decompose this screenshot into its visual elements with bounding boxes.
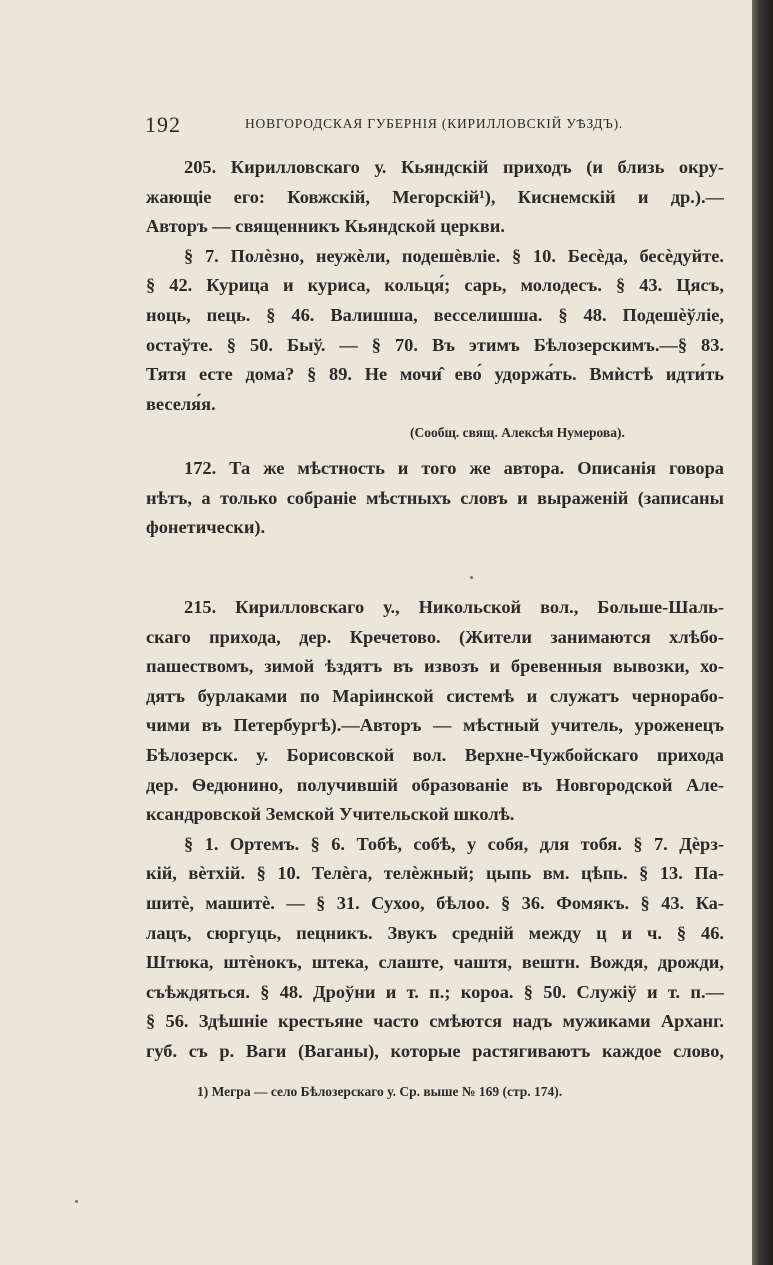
text-line: § 7. Полѐзно, неужѐли, подешѐвліе. § 10. Бесѐда, бесѐдуйте. xyxy=(184,245,724,266)
text-line: 205. Кирилловскаго у. Кьяндскій приходъ (и близь окру- xyxy=(184,157,724,177)
text-line: дятъ бурлаками по Маріинской системѣ и служатъ чернорабо- xyxy=(146,685,724,706)
entry-215 xyxy=(146,593,724,1067)
footnote: 1) Мегра — село Бѣлозерскаго у. Ср. выше № 169 (стр. 174). xyxy=(197,1084,563,1099)
entry-205 xyxy=(146,153,724,419)
text-line: Штюка, штѐнокъ, штека, слаште, чаштя, вештн. Вождя, дрожди, xyxy=(146,952,724,973)
text-line: кій, вѐтхій. § 10. Телѐга, телѐжный; цыпь вм. цѣпь. § 13. Па- xyxy=(146,863,724,884)
text-line: съѣждяться. § 48. Дроўни и т. п.; короа. § 50. Служіў и т. п.— xyxy=(146,981,724,1002)
text-line: § 56. Здѣшніе крестьяне часто смѣются надъ мужиками Арханг. xyxy=(146,1011,724,1032)
text-line: Бѣлозерск. у. Борисовской вол. Верхне-Чужбойскаго прихода xyxy=(146,744,724,765)
entry-172 xyxy=(146,454,724,543)
text-line: скаго прихода, дер. Кречетово. (Жители занимаются хлѣбо- xyxy=(146,626,724,647)
text-line: фонетически). xyxy=(146,517,266,538)
text-line: Тятя есте дома? § 89. Не мочи̂ ево́ удоржа́ть. Вмѝстѣ идти́ть xyxy=(146,364,724,385)
page-number: 192 xyxy=(145,112,181,137)
text-line: чими въ Петербургѣ).—Авторъ — мѣстный учитель, уроженецъ xyxy=(146,715,724,736)
text-line: нѣтъ, а только собраніе мѣстныхъ словъ и выраженій (записаны xyxy=(146,487,724,508)
paper-speck xyxy=(75,1200,78,1203)
source-attribution: (Сообщ. свящ. Алексѣя Нумерова). xyxy=(410,425,625,440)
running-head: НОВГОРОДСКАЯ ГУБЕРНІЯ (КИРИЛЛОВСКІЙ УѢЗДЪ). xyxy=(245,116,624,131)
page-edge-shadow xyxy=(752,0,773,1265)
paper-speck xyxy=(470,576,473,579)
text-line: остаўте. § 50. Быў. — § 70. Въ этимъ Бѣлозерскимъ.—§ 83. xyxy=(146,334,724,355)
text-line: жающіе его: Ковжскій, Мегорскій¹), Киснемскій и др.).— xyxy=(146,186,724,207)
text-line: § 1. Ортемъ. § 6. Тобѣ, собѣ, у собя, для тобя. § 7. Дѐрз- xyxy=(184,833,724,854)
text-line: ноць, пець. § 46. Валишша, весселишша. § 48. Подешѐўліе, xyxy=(146,304,724,325)
text-line: 215. Кирилловскаго у., Никольской вол., Больше-Шаль- xyxy=(184,597,724,617)
text-line: Авторъ — священникъ Кьяндской церкви. xyxy=(146,216,505,237)
text-line: веселя́я. xyxy=(146,393,216,414)
text-line: дер. Ѳедюнино, получившій образованіе въ Новгородской Але- xyxy=(146,774,724,795)
text-line: ксандровской Земской Учительской школѣ. xyxy=(146,804,515,825)
page-header xyxy=(145,112,705,142)
text-line: пашествомъ, зимой ѣздятъ въ извозъ и бревенныя вывозки, хо- xyxy=(146,656,724,677)
text-line: 172. Та же мѣстность и того же автора. Описанія говора xyxy=(184,458,724,478)
text-line: § 42. Курица и куриса, кольця́; сарь, молодесъ. § 43. Цясъ, xyxy=(146,275,724,296)
text-line: губ. съ р. Ваги (Ваганы), которые растягиваютъ каждое слово, xyxy=(146,1040,724,1061)
text-line: лацъ, сюргуць, пецникъ. Звукъ средній между ц и ч. § 46. xyxy=(146,922,724,943)
text-line: шитѐ, машитѐ. — § 31. Сухоо, бѣлоо. § 36. Фомякъ. § 43. Ка- xyxy=(146,892,724,913)
